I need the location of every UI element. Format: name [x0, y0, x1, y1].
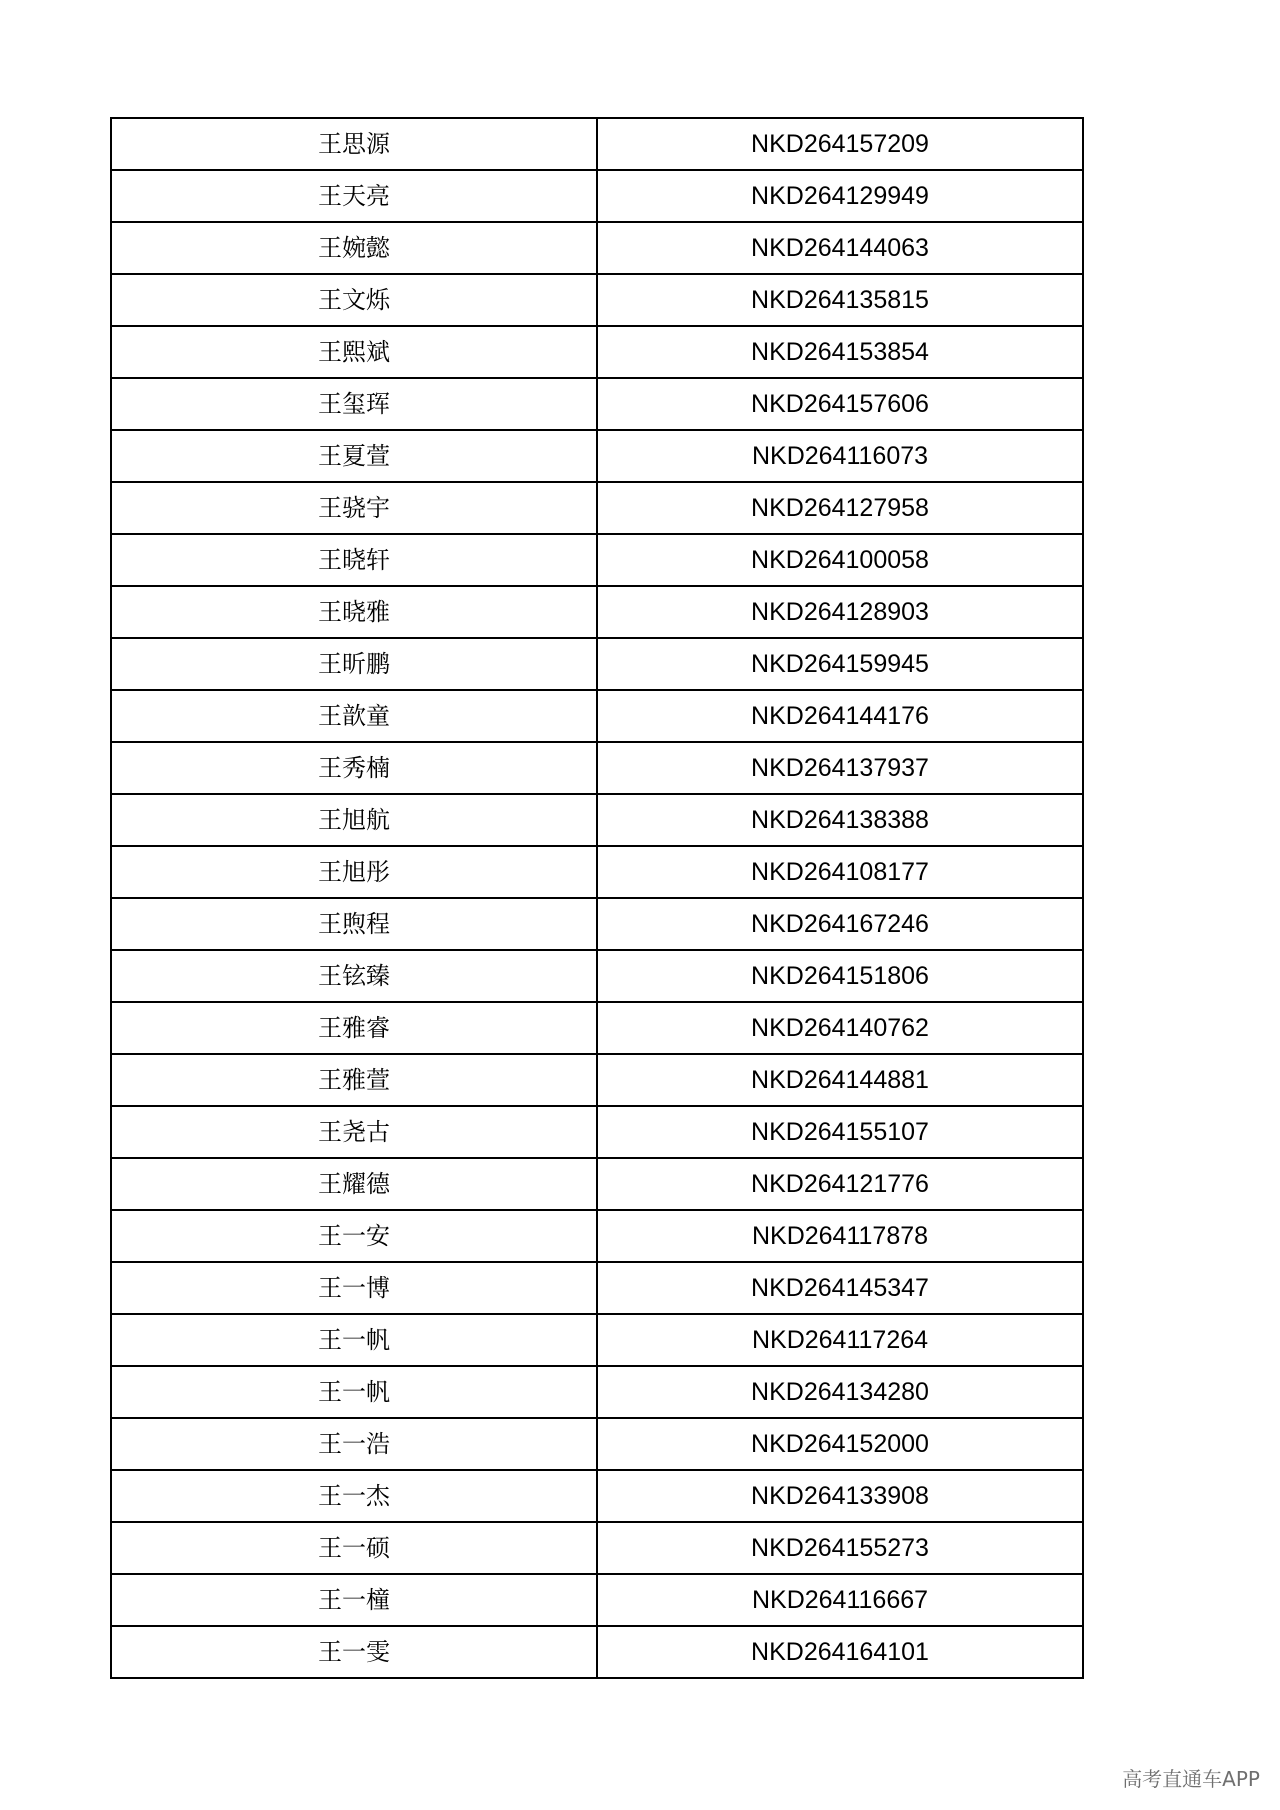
watermark: 高考直通车APP — [1122, 1767, 1260, 1791]
table-row — [111, 482, 1083, 534]
student-name-cell: 王骁宇 — [111, 482, 597, 534]
table-row — [111, 430, 1083, 482]
table-row — [111, 118, 1083, 170]
table-row — [111, 378, 1083, 430]
student-name-cell: 王天亮 — [111, 170, 597, 222]
registration-number-cell: NKD264100058 — [597, 534, 1083, 586]
student-name-cell: 王煦程 — [111, 898, 597, 950]
registration-number-cell: NKD264134280 — [597, 1366, 1083, 1418]
student-name-cell: 王晓轩 — [111, 534, 597, 586]
registration-number-cell: NKD264164101 — [597, 1626, 1083, 1678]
registration-number-cell: NKD264159945 — [597, 638, 1083, 690]
table-row — [111, 274, 1083, 326]
registration-number-cell: NKD264144063 — [597, 222, 1083, 274]
student-name-cell: 王思源 — [111, 118, 597, 170]
table-row — [111, 534, 1083, 586]
student-name-cell: 王旭彤 — [111, 846, 597, 898]
registration-number-cell: NKD264133908 — [597, 1470, 1083, 1522]
student-name-cell: 王一雯 — [111, 1626, 597, 1678]
registration-number-cell: NKD264151806 — [597, 950, 1083, 1002]
student-name-cell: 王耀德 — [111, 1158, 597, 1210]
table-row — [111, 846, 1083, 898]
student-name-cell: 王一硕 — [111, 1522, 597, 1574]
table-row — [111, 742, 1083, 794]
roster-table-body — [111, 118, 1083, 1678]
registration-number-cell: NKD264144881 — [597, 1054, 1083, 1106]
registration-number-cell: NKD264157209 — [597, 118, 1083, 170]
table-row — [111, 794, 1083, 846]
table-row — [111, 170, 1083, 222]
table-row — [111, 1470, 1083, 1522]
table-row — [111, 898, 1083, 950]
roster-table — [110, 117, 1084, 1679]
registration-number-cell: NKD264144176 — [597, 690, 1083, 742]
table-row — [111, 1574, 1083, 1626]
registration-number-cell: NKD264121776 — [597, 1158, 1083, 1210]
student-name-cell: 王尧古 — [111, 1106, 597, 1158]
registration-number-cell: NKD264138388 — [597, 794, 1083, 846]
table-row — [111, 1002, 1083, 1054]
student-name-cell: 王一橦 — [111, 1574, 597, 1626]
student-name-cell: 王秀楠 — [111, 742, 597, 794]
table-row — [111, 1210, 1083, 1262]
table-row — [111, 1522, 1083, 1574]
registration-number-cell: NKD264129949 — [597, 170, 1083, 222]
table-row — [111, 690, 1083, 742]
table-row — [111, 950, 1083, 1002]
student-name-cell: 王歆童 — [111, 690, 597, 742]
student-name-cell: 王旭航 — [111, 794, 597, 846]
registration-number-cell: NKD264135815 — [597, 274, 1083, 326]
table-row — [111, 1366, 1083, 1418]
table-row — [111, 586, 1083, 638]
registration-number-cell: NKD264152000 — [597, 1418, 1083, 1470]
table-row — [111, 1106, 1083, 1158]
student-name-cell: 王铉臻 — [111, 950, 597, 1002]
student-name-cell: 王文烁 — [111, 274, 597, 326]
registration-number-cell: NKD264155273 — [597, 1522, 1083, 1574]
student-name-cell: 王一帆 — [111, 1314, 597, 1366]
table-row — [111, 1626, 1083, 1678]
registration-number-cell: NKD264140762 — [597, 1002, 1083, 1054]
student-name-cell: 王夏萱 — [111, 430, 597, 482]
student-name-cell: 王一博 — [111, 1262, 597, 1314]
registration-number-cell: NKD264108177 — [597, 846, 1083, 898]
registration-number-cell: NKD264116073 — [597, 430, 1083, 482]
student-name-cell: 王一浩 — [111, 1418, 597, 1470]
table-row — [111, 638, 1083, 690]
student-name-cell: 王雅萱 — [111, 1054, 597, 1106]
registration-number-cell: NKD264128903 — [597, 586, 1083, 638]
registration-number-cell: NKD264153854 — [597, 326, 1083, 378]
table-row — [111, 1314, 1083, 1366]
registration-number-cell: NKD264116667 — [597, 1574, 1083, 1626]
registration-number-cell: NKD264127958 — [597, 482, 1083, 534]
registration-number-cell: NKD264117264 — [597, 1314, 1083, 1366]
registration-number-cell: NKD264137937 — [597, 742, 1083, 794]
table-row — [111, 326, 1083, 378]
table-row — [111, 1262, 1083, 1314]
table-row — [111, 222, 1083, 274]
student-name-cell: 王婉懿 — [111, 222, 597, 274]
registration-number-cell: NKD264167246 — [597, 898, 1083, 950]
registration-number-cell: NKD264145347 — [597, 1262, 1083, 1314]
student-name-cell: 王一帆 — [111, 1366, 597, 1418]
table-row — [111, 1054, 1083, 1106]
student-name-cell: 王雅睿 — [111, 1002, 597, 1054]
student-name-cell: 王晓雅 — [111, 586, 597, 638]
table-row — [111, 1158, 1083, 1210]
student-name-cell: 王玺珲 — [111, 378, 597, 430]
registration-number-cell: NKD264117878 — [597, 1210, 1083, 1262]
registration-number-cell: NKD264157606 — [597, 378, 1083, 430]
student-name-cell: 王昕鹏 — [111, 638, 597, 690]
table-row — [111, 1418, 1083, 1470]
student-name-cell: 王一安 — [111, 1210, 597, 1262]
registration-number-cell: NKD264155107 — [597, 1106, 1083, 1158]
student-name-cell: 王一杰 — [111, 1470, 597, 1522]
student-name-cell: 王熙斌 — [111, 326, 597, 378]
